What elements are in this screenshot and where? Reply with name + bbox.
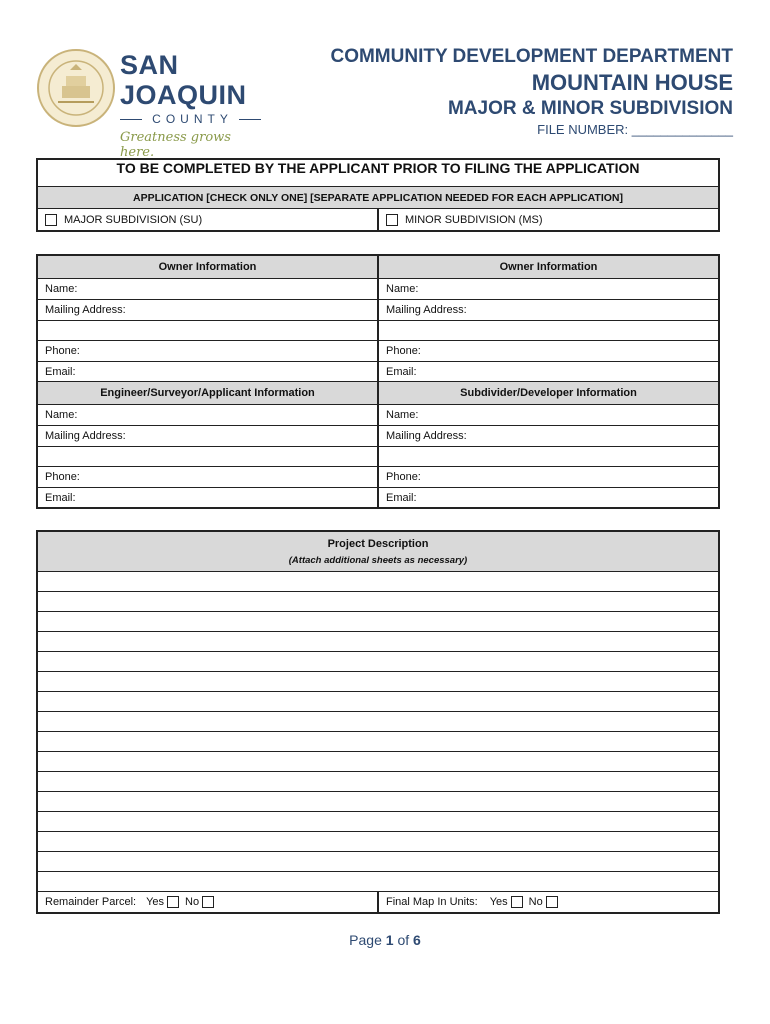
owner1-phone-field[interactable]: Phone: xyxy=(45,345,80,357)
major-subdivision-checkbox[interactable] xyxy=(45,214,57,226)
page-word: Page xyxy=(349,932,382,948)
contact-information-section xyxy=(36,254,720,509)
final-map-label: Final Map In Units: xyxy=(386,896,478,908)
owner2-phone-field[interactable]: Phone: xyxy=(377,341,718,361)
application-title: TO BE COMPLETED BY THE APPLICANT PRIOR TO FILING THE APPLICATION xyxy=(116,160,640,176)
minor-subdivision-checkbox[interactable] xyxy=(386,214,398,226)
owner1-mailing-field[interactable]: Mailing Address: xyxy=(45,304,126,316)
remainder-no-label: No xyxy=(185,896,200,908)
option-minor-subdivision[interactable] xyxy=(377,209,718,230)
owner1-mailing-line2[interactable] xyxy=(38,321,377,340)
final-map-no-checkbox[interactable] xyxy=(546,896,558,908)
county-brand xyxy=(120,50,265,160)
page-of: of xyxy=(397,932,410,948)
engineer-name-field[interactable]: Name: xyxy=(45,409,78,421)
owner-info-header-left: Owner Information xyxy=(158,261,257,273)
description-line[interactable] xyxy=(38,611,718,631)
owner-info-header-right: Owner Information xyxy=(377,256,718,278)
engineer-mailing-field[interactable]: Mailing Address: xyxy=(45,430,126,442)
application-check-header: APPLICATION [CHECK ONLY ONE] [SEPARATE APPLICATION NEEDED FOR EACH APPLICATION] xyxy=(132,191,624,204)
page-number xyxy=(0,932,770,948)
option-major-subdivision[interactable] xyxy=(38,209,377,230)
page-current: 1 xyxy=(385,932,394,948)
owner1-name-field[interactable]: Name: xyxy=(45,283,78,295)
project-description-header xyxy=(38,532,718,571)
engineer-email-field[interactable]: Email: xyxy=(45,491,76,504)
final-map-yes-checkbox[interactable] xyxy=(511,896,523,908)
description-line[interactable] xyxy=(38,791,718,811)
project-description-title: Project Description xyxy=(327,537,429,550)
brand-name: SAN JOAQUIN xyxy=(120,50,247,110)
form-subtitle: MAJOR & MINOR SUBDIVISION xyxy=(447,98,733,119)
description-line[interactable] xyxy=(38,871,718,891)
engineer-mailing-line2[interactable] xyxy=(38,447,377,466)
remainder-yes-checkbox[interactable] xyxy=(167,896,179,908)
description-line[interactable] xyxy=(38,571,718,591)
description-line[interactable] xyxy=(38,811,718,831)
major-subdivision-label: MAJOR SUBDIVISION (SU) xyxy=(64,213,203,226)
engineer-info-header: Engineer/Surveyor/Applicant Information xyxy=(100,387,315,399)
description-line[interactable] xyxy=(38,631,718,651)
final-map-no-label: No xyxy=(528,896,543,908)
subdivider-name-field[interactable]: Name: xyxy=(377,405,718,425)
remainder-parcel-field xyxy=(38,892,377,912)
file-number-field[interactable]: FILE NUMBER: ______________ xyxy=(537,122,733,137)
subdivider-mailing-field[interactable]: Mailing Address: xyxy=(377,426,718,446)
description-line[interactable] xyxy=(38,651,718,671)
description-line[interactable] xyxy=(38,691,718,711)
owner1-email-field[interactable]: Email: xyxy=(45,365,76,378)
owner2-mailing-field[interactable]: Mailing Address: xyxy=(377,300,718,320)
description-line[interactable] xyxy=(38,591,718,611)
subdivider-phone-field[interactable]: Phone: xyxy=(377,467,718,487)
remainder-no-checkbox[interactable] xyxy=(202,896,214,908)
remainder-parcel-label: Remainder Parcel: xyxy=(45,896,137,908)
application-section xyxy=(36,158,720,232)
description-line[interactable] xyxy=(38,771,718,791)
description-line[interactable] xyxy=(38,711,718,731)
description-line[interactable] xyxy=(38,671,718,691)
project-description-note: (Attach additional sheets as necessary) xyxy=(288,554,468,566)
owner2-mailing-line2[interactable] xyxy=(377,321,718,340)
minor-subdivision-label: MINOR SUBDIVISION (MS) xyxy=(405,213,543,226)
department-title: COMMUNITY DEVELOPMENT DEPARTMENT xyxy=(330,46,733,67)
final-map-field xyxy=(377,892,718,912)
owner2-email-field[interactable]: Email: xyxy=(377,362,718,381)
description-line[interactable] xyxy=(38,831,718,851)
subdivider-email-field[interactable]: Email: xyxy=(377,488,718,507)
brand-county: COUNTY xyxy=(120,112,265,126)
final-map-yes-label: Yes xyxy=(489,896,508,908)
description-line[interactable] xyxy=(38,731,718,751)
page-total: 6 xyxy=(413,932,421,948)
subdivider-info-header: Subdivider/Developer Information xyxy=(377,382,718,404)
brand-tagline: Greatness grows here. xyxy=(120,130,231,160)
county-seal-logo xyxy=(36,48,116,128)
description-line[interactable] xyxy=(38,851,718,871)
program-title: MOUNTAIN HOUSE xyxy=(531,70,733,95)
subdivider-mailing-line2[interactable] xyxy=(377,447,718,466)
owner2-name-field[interactable]: Name: xyxy=(377,279,718,299)
remainder-yes-label: Yes xyxy=(146,896,165,908)
engineer-phone-field[interactable]: Phone: xyxy=(45,471,80,483)
project-description-section xyxy=(36,530,720,914)
description-line[interactable] xyxy=(38,751,718,771)
